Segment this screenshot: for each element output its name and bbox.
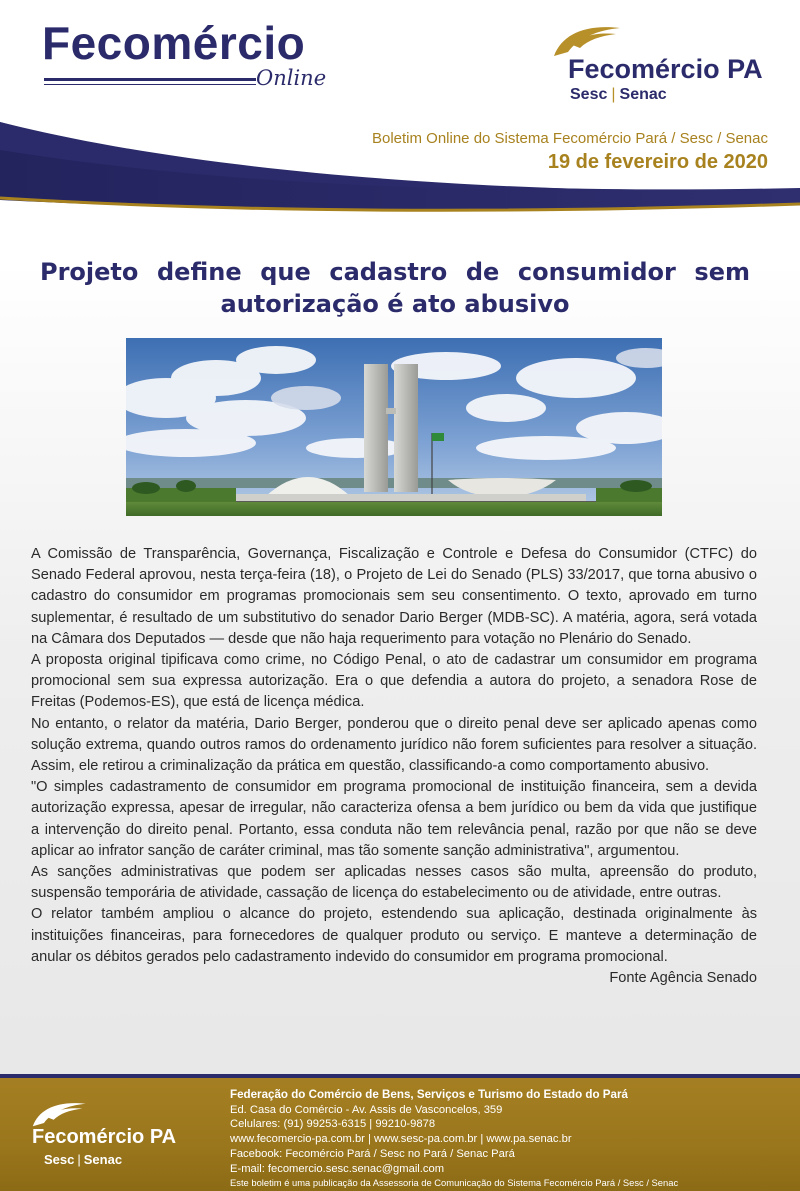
- article-body: [31, 544, 757, 989]
- footer-logo-sub: [44, 1152, 122, 1167]
- brand-title: Fecomércio: [42, 17, 306, 69]
- footer-logo-name: Fecomércio PA: [32, 1126, 177, 1148]
- logo-senac: Senac: [619, 86, 667, 103]
- footer-phones: Celulares: (91) 99253-6315 | 99210-9878: [230, 1118, 436, 1131]
- footer-logo: [28, 1098, 218, 1178]
- footer-org-name: Federação do Comércio de Bens, Serviços e Turismo do Estado do Pará: [230, 1088, 628, 1101]
- logo-separator: |: [611, 86, 616, 103]
- bulletin-date: 19 de fevereiro de 2020: [547, 151, 768, 173]
- article-paragraph: A proposta original tipificava como crime, no Código Penal, o ato de cadastrar um consumidor em programa promocional sem sua expressa autorização. Era o que defendia a autora do projeto, a senadora Rose de Freitas (Podemos-ES), que está de licença médica.: [31, 652, 757, 711]
- footer-websites[interactable]: www.fecomercio-pa.com.br | www.sesc-pa.com.br | www.pa.senac.br: [230, 1133, 572, 1146]
- brand-underline-thin: [44, 84, 256, 85]
- logo-sesc: Sesc: [570, 86, 608, 103]
- article-paragraph: "O simples cadastramento de consumidor em programa promocional de instituição financeira, sem a devida autorização expressa, apesar de irregular, não caracteriza ofensa a bem jurídico ou bem da vida que justifique a intervenção do direito penal. Portanto, essa conduta não tem relevância penal, razão por que não se deve aplicar ao infrator sanção de caráter criminal, mas tão somente sanção administrativa", argumentou.: [31, 779, 757, 859]
- bulletin-subtitle: Boletim Online do Sistema Fecomércio Pará / Sesc / Senac: [371, 130, 768, 147]
- brand-block: [42, 17, 327, 90]
- header: [0, 0, 800, 230]
- brand-underline: [44, 78, 256, 81]
- article-paragraph: No entanto, o relator da matéria, Dario Berger, ponderou que o direito penal deve ser aplicado apenas como solução extrema, quando outros ramos do ordenamento jurídico não forem suficientes para resolver a situação. Assim, ele retirou a criminalização da prática em questão, classificando-a como comportamento abusivo.: [31, 715, 757, 775]
- article-photo: [126, 338, 662, 516]
- footer-address: Ed. Casa do Comércio - Av. Assis de Vasconcelos, 359: [230, 1103, 503, 1116]
- footer-logo-sesc: Sesc: [44, 1152, 75, 1167]
- congress-building-image: [126, 338, 662, 516]
- article-source: Fonte Agência Senado: [609, 970, 757, 987]
- footer-note: Este boletim é uma publicação da Assessoria de Comunicação do Sistema Fecomércio Pará / Sesc / Senac: [230, 1177, 679, 1189]
- fecomercio-pa-logo: [548, 22, 778, 112]
- logo-name-suffix: PA: [727, 54, 763, 84]
- footer: [0, 1078, 800, 1191]
- logo-name: [568, 54, 763, 85]
- footer-logo-separator: |: [77, 1152, 81, 1167]
- footer-logo-senac: Senac: [83, 1152, 123, 1167]
- article-paragraph: O relator também ampliou o alcance do projeto, estendendo sua aplicação, destinada originalmente às instituições financeiras, para fornecedores de qualquer produto ou serviço. E manteve a determinação de anular os débitos gerados pelo cadastramento indevido do consumidor em programa promocional.: [31, 906, 757, 965]
- footer-email[interactable]: E-mail: fecomercio.sesc.senac@gmail.com: [230, 1162, 445, 1175]
- footer-facebook: Facebook: Fecomércio Pará / Sesc no Pará / Senac Pará: [230, 1147, 515, 1160]
- article-paragraph: A Comissão de Transparência, Governança, Fiscalização e Controle e Defesa do Consumidor (CTFC) do Senado Federal aprovou, nesta terça-feira (18), o Projeto de Lei do Senado (PLS) 33/2017, que torna abusivo o cadastro do consumidor em programas promocionais sem seu consentimento. O texto, aprovado em turno suplementar, é resultado de um substitutivo do senador Dario Berger (MDB-SC). A matéria, agora, será votada na Câmara dos Deputados — desde que não haja requerimento para votação no Plenário do Senado.: [31, 546, 757, 647]
- article-headline: Projeto define que cadastro de consumidor sem autorização é ato abusivo: [40, 258, 750, 318]
- footer-contact-info: [230, 1088, 790, 1191]
- brand-subtitle: Online: [256, 66, 327, 90]
- logo-name-text: Fecomércio: [568, 54, 720, 84]
- article-paragraph: As sanções administrativas que podem ser aplicadas nesses casos são multa, apreensão do produto, suspensão temporária de atividade, cassação de licença do estabelecimento ou de atividade, entre outras.: [31, 864, 757, 902]
- logo-sub: [570, 86, 667, 104]
